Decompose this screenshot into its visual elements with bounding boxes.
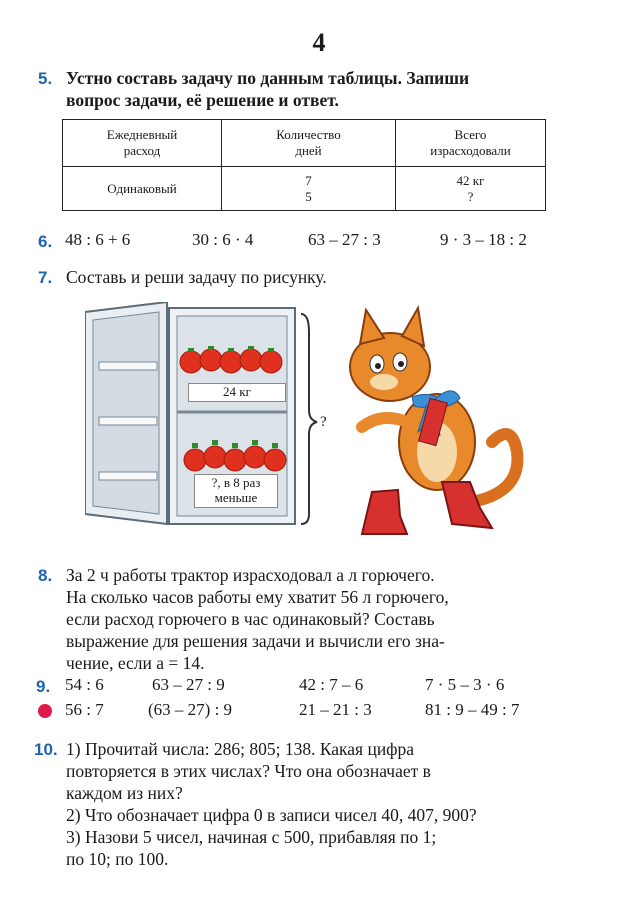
label-bottom-line-2: меньше (214, 490, 258, 505)
task-6-number: 6. (38, 232, 53, 251)
task-9-r2-expr-3: 21 – 21 : 3 (299, 700, 372, 719)
brace-question: ? (320, 414, 327, 430)
cat-illustration (322, 302, 532, 537)
task-8-line-1: За 2 ч работы трактор израсходовал а л горючего. (66, 565, 435, 585)
task-5-text (66, 67, 566, 111)
task-6-expr-3: 63 – 27 : 3 (308, 230, 381, 249)
header-daily-expense-l1: Ежедневный (106, 127, 178, 142)
task-8-line-4: выражение для решения задачи и вычисли его зна- (66, 631, 445, 651)
cell-total-2: ? (467, 188, 474, 204)
task-10-line-2: повторяется в этих числах? Что она обозначает в (66, 761, 431, 781)
header-daily-expense-l2: расход (123, 143, 161, 158)
header-total-l2: израсходовали (430, 143, 511, 158)
task-8-line-5: чение, если а = 14. (66, 653, 205, 673)
page-number: 4 (312, 28, 326, 57)
task-9-r1-expr-1: 54 : 6 (65, 675, 104, 694)
task-10-line-3: каждом из них? (66, 783, 183, 803)
task-6-expr-1: 48 : 6 + 6 (65, 230, 131, 249)
task-7-number: 7. (38, 268, 53, 287)
cell-days (222, 167, 396, 211)
task-9-r2-expr-1: 56 : 7 (65, 700, 104, 719)
task-10-line-1: 1) Прочитай числа: 286; 805; 138. Какая цифра (66, 739, 415, 759)
header-days (222, 120, 396, 167)
task-9-r2-expr-4: 81 : 9 – 49 : 7 (425, 700, 520, 719)
task-8-line-3: если расход горючего в час одинаковый? Составь (66, 609, 435, 629)
cell-total-1: 42 кг (456, 172, 485, 188)
task-8-line-2: На сколько часов работы ему хватит 56 л горючего, (66, 587, 449, 607)
cell-days-2: 5 (305, 188, 312, 204)
header-days-l2: дней (295, 143, 322, 158)
task-10-text (66, 738, 576, 870)
task-7-text: Составь и реши задачу по рисунку. (66, 267, 327, 287)
task-9-number: 9. (36, 677, 51, 696)
header-total-l1: Всего (454, 127, 487, 142)
task-9-r2-expr-2: (63 – 27) : 9 (148, 700, 233, 719)
cell-days-1: 7 (305, 172, 312, 188)
cell-expense: Одинаковый (63, 167, 222, 211)
header-total (396, 120, 546, 167)
task-10-line-5: 3) Назови 5 чисел, начиная с 500, прибавляя по 1; (66, 827, 437, 847)
task-9-r1-expr-4: 7 · 5 – 3 · 6 (425, 675, 505, 694)
task-5-table (62, 119, 546, 211)
task-6-expr-2: 30 : 6 · 4 (192, 230, 254, 249)
task-10-line-6: по 10; по 100. (66, 849, 169, 869)
task-5-number: 5. (38, 69, 53, 88)
cell-total (396, 167, 546, 211)
task-5-line-2: вопрос задачи, её решение и ответ. (66, 90, 339, 110)
header-daily-expense (63, 120, 222, 167)
red-dot-bullet (38, 704, 52, 718)
task-5-line-1: Устно составь задачу по данным таблицы. Запиши (66, 68, 470, 88)
label-top-shelf: 24 кг (188, 383, 286, 402)
task-9-r1-expr-2: 63 – 27 : 9 (152, 675, 225, 694)
task-9-r1-expr-3: 42 : 7 – 6 (299, 675, 364, 694)
task-8-number: 8. (38, 566, 53, 585)
label-bottom-line-1: ?, в 8 раз (211, 475, 261, 490)
header-days-l1: Количество (276, 127, 341, 142)
task-6-expr-4: 9 · 3 – 18 : 2 (440, 230, 527, 249)
label-bottom-shelf (194, 474, 278, 508)
task-10-line-4: 2) Что обозначает цифра 0 в записи чисел 40, 407, 900? (66, 805, 477, 825)
task-8-text (66, 564, 566, 674)
task-10-number: 10. (34, 740, 58, 759)
